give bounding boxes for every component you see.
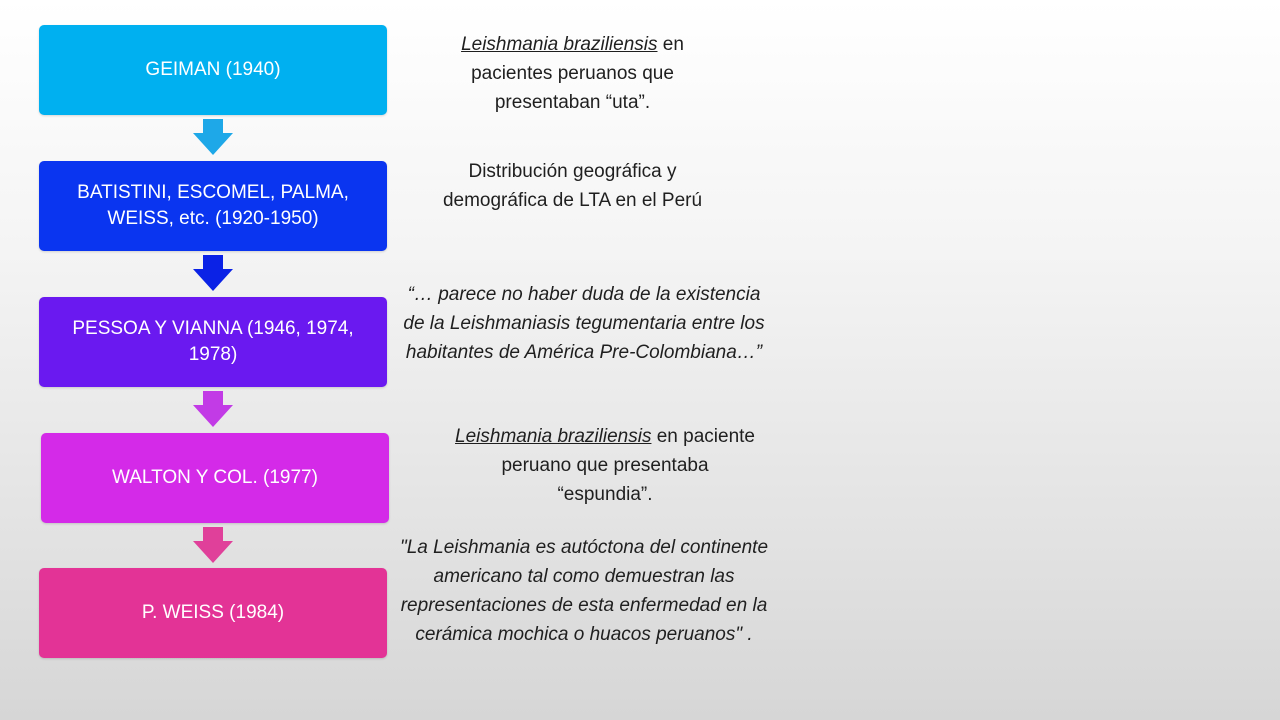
note-text: en pacientes peruanos que presentaban “uta”. (471, 34, 684, 113)
step-label: PESSOA Y VIANNA (1946, 1974, 1978) (72, 318, 354, 365)
timeline-step-geiman (39, 25, 387, 115)
note-weiss-quote (400, 533, 768, 649)
step-label: WALTON Y COL. (1977) (112, 467, 318, 488)
note-batistini (430, 157, 715, 215)
timeline-step-batistini (39, 161, 387, 251)
down-arrow-icon (193, 255, 233, 291)
timeline-step-pessoa (39, 297, 387, 387)
down-arrow-icon (193, 527, 233, 563)
species-name: Leishmania braziliensis (455, 426, 652, 447)
timeline-step-walton (41, 433, 389, 523)
note-geiman (430, 30, 715, 117)
timeline-step-weiss (39, 568, 387, 658)
down-arrow-icon (193, 391, 233, 427)
note-text: Distribución geográfica y demográfica de LTA en el Perú (442, 161, 703, 211)
step-label: P. WEISS (1984) (141, 602, 285, 623)
note-pessoa-quote (400, 280, 768, 367)
step-label: BATISTINI, ESCOMEL, PALMA, WEISS, etc. (1920-1950) (77, 182, 349, 229)
note-text: “… parece no haber duda de la existencia de la Leishmaniasis tegumentaria entre los habitantes de América Pre-Colombiana…” (403, 284, 765, 363)
note-text: en paciente peruano que presentaba “espundia”. (501, 426, 755, 505)
species-name: Leishmania braziliensis (461, 34, 658, 55)
step-label: GEIMAN (1940) (145, 59, 281, 80)
note-walton (455, 422, 755, 509)
note-text: "La Leishmania es autóctona del continente americano tal como demuestran las representaciones de esta enfermedad en la cerámica mochica o huacos peruanos" . (400, 537, 769, 645)
down-arrow-icon (193, 119, 233, 155)
